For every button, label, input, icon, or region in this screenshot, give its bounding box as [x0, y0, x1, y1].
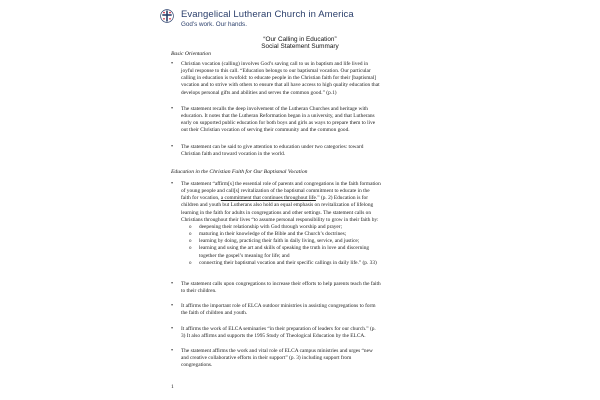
paragraph-two-categories: The statement can be said to give attention to education under two categories: toward Christian faith and toward vocation in the world.: [181, 144, 364, 158]
paragraph-congregations-parents: The statement calls upon congregations to increase their efforts to help parents teach the faith to their children.: [181, 281, 381, 295]
section-heading-education-in-faith: Education in the Christian Faith for Our Baptismal Vocation: [171, 169, 308, 175]
bullet-icon: •: [171, 144, 174, 150]
org-tagline: God's work. Our hands.: [181, 21, 247, 28]
paragraph-seminaries: It affirms the work of ELCA seminaries “in their preparation of leaders for our church.” (p. 3) It also affirms and supports the 1995 Study of Theological Education by the ELCA.: [181, 326, 376, 340]
bullet-icon: •: [171, 106, 174, 112]
paragraph-outdoor-ministries: It affirms the important role of ELCA outdoor ministries in assisting congregations to form the faith of children and youth.: [181, 303, 376, 317]
paragraph-christian-vocation: Christian vocation (calling) involves God’s saving call to us in baptism and life lived in joyful response to this call. “Education belongs to our baptismal vocation. Our particular calling in education is twofold: to educate people in the Christian faith for their [baptismal] vocation and to strive with others to ensure that all have access to high quality education that develops personal gifts and abilities and serves the common good.” (p.1): [181, 61, 380, 96]
sub-bullet-icon: o: [189, 239, 192, 245]
section-heading-basic-orientation: Basic Orientation: [171, 51, 211, 57]
bullet-icon: •: [171, 326, 174, 332]
bullet-icon: •: [171, 181, 174, 187]
bullet-icon: •: [171, 348, 174, 354]
bullet-icon: •: [171, 61, 174, 67]
bullet-icon: •: [171, 281, 174, 287]
list-item: o connecting their baptismal vocation and their specific callings in daily life.” (p. 33): [189, 259, 377, 266]
org-name: Evangelical Lutheran Church in America: [181, 9, 354, 20]
page-number: 1: [171, 384, 174, 390]
paragraph-affirm-parents: The statement “affirm[s] the essential role of parents and congregations in the faith formation of young people and call[s] revitalization of the baptismal commitment to educate in the faith for vocation, a commitment that continues throughout life.” (p. 2) Education is for children and youth but Lutherans also hold an equal emphasis on revitalization of lifelong learning in the faith for adults in congregations and other settings. The statement calls on Christians throughout their lives “to assume personal responsibility to grow in their faith by:: [181, 181, 381, 223]
sub-bullet-icon: o: [189, 246, 192, 252]
underlined-commitment-phrase: a commitment that continues throughout life: [220, 195, 316, 202]
list-item: o maturing in their knowledge of the Bible and the Church’s doctrines;: [189, 231, 347, 238]
sub-bullet-icon: o: [189, 225, 192, 230]
sub-bullet-icon: o: [189, 260, 192, 266]
elca-cross-logo-icon: [160, 9, 174, 23]
faith-growth-sub-list: [189, 224, 439, 267]
bullet-icon: •: [171, 303, 174, 309]
list-item: o deepening their relationship with God through worship and prayer;: [189, 224, 343, 230]
list-item: o learning and using the art and skills of speaking the truth in love and discerning together the gospel’s meaning for life; and: [189, 245, 370, 259]
list-item: o learning by doing, practicing their faith in daily living, service, and justice;: [189, 238, 360, 245]
paragraph-lutheran-heritage: The statement recalls the deep involvement of the Lutheran Churches and heritage with education. It notes that the Lutheran Reformation began in a university, and that Lutherans early on supported public education for both boys and girls as ways to prepare them to live out their Christian vocation of serving their community and the common good.: [181, 106, 376, 134]
paragraph-campus-ministries: The statement affirms the work and vital role of ELCA campus ministries and urges “new and creative collaborative efforts in their support” (p. 3) including support from congregations.: [181, 348, 373, 369]
document-title: “Our Calling in Education”: [263, 36, 337, 43]
document-subtitle: Social Statement Summary: [261, 43, 339, 50]
sub-bullet-icon: o: [189, 232, 192, 238]
